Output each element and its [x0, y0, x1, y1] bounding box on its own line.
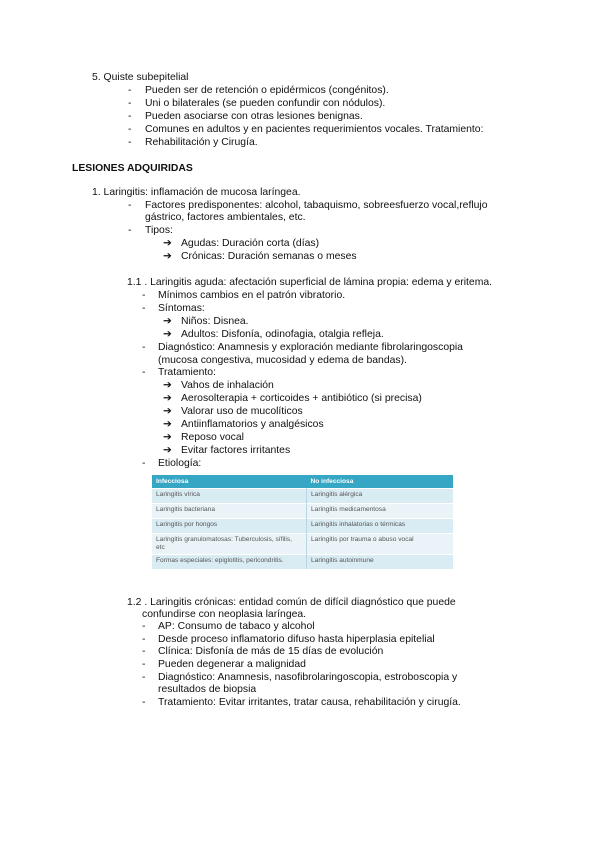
tipo-cronicas: Crónicas: Duración semanas o meses	[181, 251, 357, 262]
section-title: LESIONES ADQUIRIDAS	[72, 163, 193, 174]
dash-bullet: -	[128, 85, 132, 96]
table-row	[152, 555, 453, 570]
tratamiento-label: Tratamiento:	[158, 367, 216, 378]
list-item: Rehabilitación y Cirugía.	[145, 137, 258, 148]
arrow-right-icon: ➔	[163, 316, 172, 327]
dash-bullet: -	[128, 98, 132, 109]
arrow-right-icon: ➔	[163, 238, 172, 249]
table-cell: Laringitis alérgica	[307, 489, 454, 504]
sintoma-ninos: Niños: Disnea.	[181, 316, 249, 327]
list-item: AP: Consumo de tabaco y alcohol	[158, 621, 315, 632]
tratamiento-item: Aerosolterapia + corticoides + antibiótico (si precisa)	[181, 393, 422, 404]
heading-laringitis-aguda: 1.1 . Laringitis aguda: afectación superficial de lámina propia: edema y eritema.	[127, 277, 493, 288]
arrow-right-icon: ➔	[163, 393, 172, 404]
list-item: Pueden ser de retención o epidérmicos (congénitos).	[145, 85, 389, 96]
dash-bullet: -	[128, 124, 132, 135]
list-item: Desde proceso inflamatorio difuso hasta hiperplasia epitelial	[158, 634, 435, 645]
table-row	[152, 534, 453, 555]
factores-line-2: gástrico, factores ambientales, etc.	[145, 212, 306, 223]
diagnostico-line-1: Diagnóstico: Anamnesis, nasofibrolaringoscopia, estroboscopia y	[158, 672, 458, 683]
dash-bullet: -	[142, 290, 146, 301]
tratamiento-item: Evitar factores irritantes	[181, 445, 291, 456]
dash-bullet: -	[128, 137, 132, 148]
table-cell: Laringitis autoinmune	[307, 555, 454, 570]
dash-bullet: -	[142, 697, 146, 708]
header-infecciosa: Infecciosa	[152, 475, 307, 489]
list-item: Uni o bilaterales (se pueden confundir con nódulos).	[145, 98, 386, 109]
table-cell: Laringitis inhalatorias o térmicas	[307, 519, 454, 534]
dash-bullet: -	[142, 303, 146, 314]
dash-bullet: -	[142, 342, 146, 353]
table-header-row	[152, 475, 453, 489]
heading-laringitis-cronicas: 1.2 . Laringitis crónicas: entidad común de difícil diagnóstico que puede	[127, 597, 456, 608]
dash-bullet: -	[128, 225, 132, 236]
table-cell: Laringitis por hongos	[152, 519, 307, 534]
arrow-right-icon: ➔	[163, 380, 172, 391]
tipo-agudas: Agudas: Duración corta (días)	[181, 238, 320, 249]
arrow-right-icon: ➔	[163, 251, 172, 262]
dash-bullet: -	[142, 646, 146, 657]
table-cell: Laringitis bacteriana	[152, 504, 307, 519]
dash-bullet: -	[142, 621, 146, 632]
tipos-label: Tipos:	[145, 225, 173, 236]
heading-quiste-subepitelial: 5. Quiste subepitelial	[92, 72, 189, 83]
table-row	[152, 489, 453, 504]
arrow-right-icon: ➔	[163, 445, 172, 456]
list-item: Clínica: Disfonía de más de 15 días de evolución	[158, 646, 384, 657]
list-item: Mínimos cambios en el patrón vibratorio.	[158, 290, 346, 301]
etiologia-table	[152, 475, 453, 569]
sintomas-label: Síntomas:	[158, 303, 205, 314]
header-no-infecciosa: No infecciosa	[307, 475, 454, 489]
heading-laringitis: 1. Laringitis: inflamación de mucosa laríngea.	[92, 187, 301, 198]
arrow-right-icon: ➔	[163, 406, 172, 417]
tratamiento-item: Vahos de inhalación	[181, 380, 274, 391]
table-cell: Formas especiales: epiglotitis, pericondritis.	[152, 555, 307, 570]
dash-bullet: -	[142, 367, 146, 378]
list-item: Comunes en adultos y en pacientes requerimientos vocales. Tratamiento:	[145, 124, 484, 135]
sintoma-adultos: Adultos: Disfonía, odinofagia, otalgia refleja.	[181, 329, 384, 340]
diagnostico-line-2: (mucosa congestiva, mucosidad y edema de bandas).	[158, 355, 407, 366]
factores-line-1: Factores predisponentes: alcohol, tabaquismo, sobreesfuerzo vocal,reflujo	[145, 200, 488, 211]
table-cell: Laringitis granulomatosas: Tuberculosis, sífilis, etc	[152, 534, 307, 555]
arrow-right-icon: ➔	[163, 432, 172, 443]
tratamiento-item: Reposo vocal	[181, 432, 244, 443]
list-item: Tratamiento: Evitar irritantes, tratar causa, rehabilitación y cirugía.	[158, 697, 461, 708]
list-item: Pueden degenerar a malignidad	[158, 659, 306, 670]
dash-bullet: -	[142, 659, 146, 670]
dash-bullet: -	[142, 634, 146, 645]
diagnostico-line-2: resultados de biopsia	[158, 684, 257, 695]
diagnostico-line-1: Diagnóstico: Anamnesis y exploración mediante fibrolaringoscopia	[158, 342, 463, 353]
heading-laringitis-cronicas-cont: confundirse con neoplasia laríngea.	[142, 609, 307, 620]
arrow-right-icon: ➔	[163, 419, 172, 430]
etiologia-label: Etiología:	[158, 458, 202, 469]
dash-bullet: -	[142, 672, 146, 683]
arrow-right-icon: ➔	[163, 329, 172, 340]
dash-bullet: -	[142, 458, 146, 469]
table-cell: Laringitis medicamentosa	[307, 504, 454, 519]
dash-bullet: -	[128, 200, 132, 211]
table-row	[152, 504, 453, 519]
tratamiento-item: Valorar uso de mucolíticos	[181, 406, 303, 417]
tratamiento-item: Antiinflamatorios y analgésicos	[181, 419, 324, 430]
dash-bullet: -	[128, 111, 132, 122]
list-item: Pueden asociarse con otras lesiones benignas.	[145, 111, 363, 122]
table-cell: Laringitis vírica	[152, 489, 307, 504]
table-cell: Laringitis por trauma o abuso vocal	[307, 534, 454, 555]
table-row	[152, 519, 453, 534]
